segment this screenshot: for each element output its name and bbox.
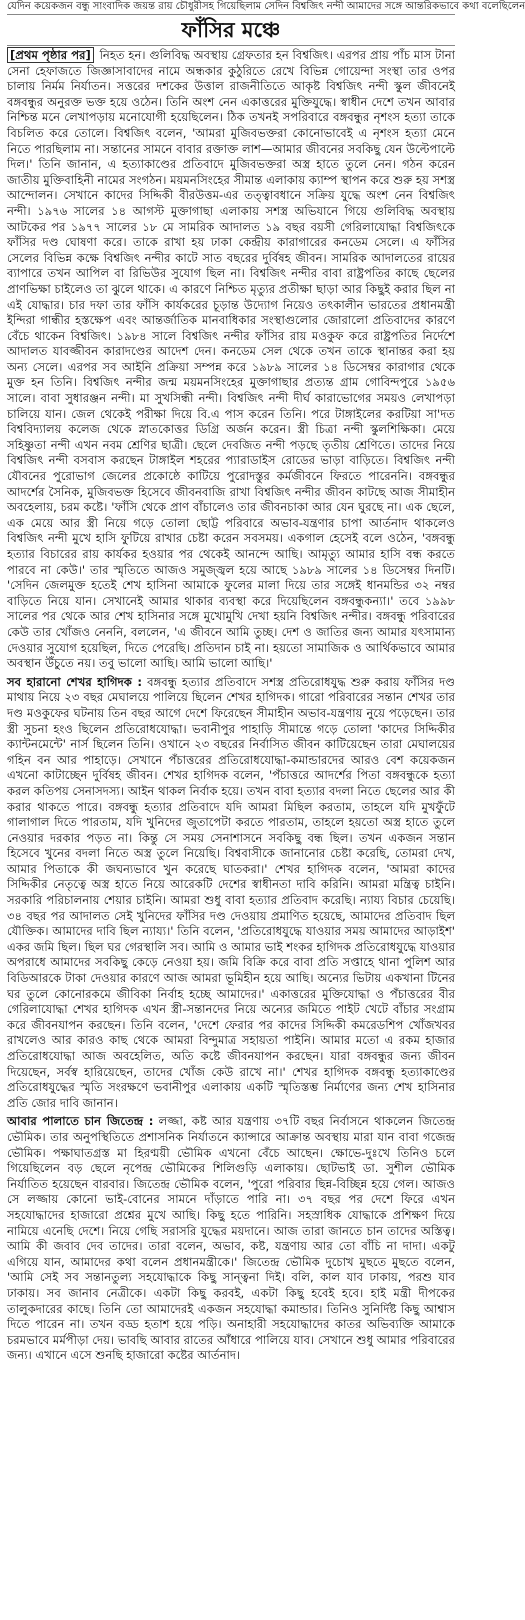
paragraph-text: বঙ্গবন্ধু হত্যার প্রতিবাদে সশস্ত্র প্রতিরোধযুদ্ধ শুরু করায় ফাঁসির দণ্ড মাথায় নিয়ে ২৩ বছর মেঘালয়ে পালিয়ে ছিলেন শেখর হাগিদক। গারো পরিবারের সন্তান শেখর তার দণ্ড মওকুফের ঘটনায় তিন বছর আগে দেশে ফিরেছেন সীমাহীন অভাব-যন্ত্রণায় নুয়ে পড়েছেন। তার স্ত্রী সুচনা হংও ছিলেন প্রতিরোধযোদ্ধা। ভবানীপুর পাহাড়ি সীমান্তে গড়ে তোলা 'কাদের সিদ্দিকীর ক্যান্টনমেন্টে' নার্স ছিলেন তিনি। ওখানে ২৩ বছরের নির্বাসিত জীবন কাটিয়েছেন তারা মেঘালয়ের গহিন বন আর পাহাড়ে। সেখানে পঁচাত্তরের প্রতিরোধযোদ্ধা-কমান্ডারদের আরও বেশ কয়েকজন এখনো কাটাচ্ছেন দুর্বিষহ জীবন। শেখর হাগিদক বলেন, 'পঁচাত্তরে আদর্শের পিতা বঙ্গবন্ধুকে হত্যা করল কতিপয় সেনাসদস্য। আইন থাকল নির্বাক হয়ে। তখন বাবা হত্যার বদলা নিতে ছেলের আর কী করার থাকতে পারে। বঙ্গবন্ধু হত্যার প্রতিবাদে যদি আমরা মিছিল করতাম, তাহলে যদি মুখফুঁটে গালাগাল দিতে পারতাম, যদি খুনিদের জুতাপেটা করতে পারতাম, তাহলে হয়তো অস্ত্র হাতে তুলে নেওয়ার দরকার পড়ত না। কিন্তু সে সময় সেনাশাসনে সবকিছু বন্ধ ছিল। তখন একজন সন্তান হিসেবে খুনের বদলা নিতে অস্ত্র তুলে নিয়েছি। বিশ্ববাসীকে জানানোর চেষ্টা করেছি, তোমরা দেখ, আমার পিতাকে কী জঘন্যভাবে খুন করেছে ঘাতকরা।' শেখর হাগিদক বলেন, 'আমরা কাদের সিদ্দিকীর নেতৃত্বে অস্ত্র হাতে নিয়ে আরেকটি দেশের স্বাধীনতা দাবি করিনি। আমরা মন্ত্রিত্ব চাইনি। সরকারি পরিচালনায় শেয়ার চাইনি। আমরা শুধু বাবা হত্যার প্রতিবাদ করেছি। ন্যায্য বিচার চেয়েছি। ৩৪ বছর পর আদালত সেই খুনিদের ফাঁসির দণ্ড দেওয়ায় প্রমাণিত হয়েছে, আমাদের প্রতিবাদ ছিল যৌক্তিক। আমাদের দাবি ছিল ন্যায্য।' তিনি বলেন, 'প্রতিরোধযুদ্ধে যাওয়ার সময় আমাদের আড়াইশ' একর জমি ছিল। ছিল ঘর গেরস্থালি সব। আমি ও আমার ভাই শংকর হাগিদক প্রতিরোধযুদ্ধে যাওয়ার অপরাধে আমাদের সবকিছু কেড়ে নেওয়া হয়। জমি বিক্রি করে বাবা প্রতি সপ্তাহে থানা পুলিশ আর বিডিআরকে টাকা দেওয়ার কারণে আজ আমরা ভূমিহীন হয়ে আছি। অন্যের ভিটায় একখানা টিনের ঘর তুলে কোনোরকমে জীবিকা নির্বাহ হচ্ছে আমাদের।' একাত্তরের মুক্তিযোদ্ধা ও পঁচাত্তরের বীর গেরিলাযোদ্ধা শেখর হাগিদক এখন স্ত্রী-সন্তানদের নিয়ে অন্যের জমিতে পাইট খেটে বাঁচার সংগ্রাম করে জীবনযাপন করছেন। তিনি বলেন, 'দেশে ফেরার পর কাদের সিদ্দিকী কমরেডশিপ খোঁজখবর রাখলেও আর কারও কাছ থেকে আমরা বিন্দুমাত্র সহায়তা পাইনি। আমার মতো এ রকম হাজার প্রতিরোধযোদ্ধা আজ অবহেলিত, অতি কষ্টে জীবনযাপন করছেন। যারা বঙ্গবন্ধুর জন্য জীবন দিয়েছেন, সর্বস্ব হারিয়েছেন, তাদের খোঁজ কেউ রাখে না।' শেখর হাগিদক বঙ্গবন্ধু হত্যাকাণ্ডের প্রতিরোধযুদ্ধের স্মৃতি সংরক্ষণে ভবানীপুর এলাকায় একটি স্মৃতিস্তম্ভ নির্মাণের জন্য শেখ হাসিনার প্রতি জোর দাবি জানান।: [7, 674, 456, 1110]
paragraph-first-page-continuation: [7, 48, 455, 672]
paragraph-text: লজ্জা, কষ্ট আর যন্ত্রণায় ৩৭টি বছর নির্বাসনে থাকলেন জিতেন্দ্র ভৌমিক। তার অনুপস্থিতিতে প্রশাসনিক নির্যাতনে ক্যান্সারে আক্রান্ত অবস্থায় মারা যান বাবা গজেন্দ্র ভৌমিক। পক্ষাঘাতগ্রস্ত মা হিরণ্ময়ী ভৌমিক এখনো বেঁচে আছেন। ক্ষোভে-দুঃখে তিনিও চলে গিয়েছিলেন বড় ছেলে নৃপেন্দ্র ভৌমিকের শিলিগুড়ি এলাকায়। ছোটভাই ডা. সুশীল ভৌমিক নির্যাতিত হয়েছেন বারবার। জিতেন্দ্র ভৌমিক বলেন, 'পুরো পরিবার ছিন্ন-বিচ্ছিন্ন হয়ে গেল। আজও সে লজ্জায় কোনো ভাই-বোনের সামনে দাঁড়াতে পারি না। ৩৭ বছর পর দেশে ফিরে এখন সহযোদ্ধাদের হাজারো প্রশ্নের মুখে আছি। কিছু হতে পারিনি। সহস্রাধিক যোদ্ধাকে প্রশিক্ষণ দিয়ে নামিয়ে এনেছি দেশে। নিয়ে গেছি সরাসরি যুদ্ধের ময়দানে। আজ তারা জানতে চান তাদের অস্তিত্ব। আমি কী জবাব দেব তাদের। তারা বলেন, অভাব, কষ্ট, যন্ত্রণায় আর তো বাঁচি না দাদা। একটু এগিয়ে যান, আমাদের কথা বলেন প্রধানমন্ত্রীকে।' জিতেন্দ্র ভৌমিক দুচোখ মুছতে মুছতে বলেন, 'আমি সেই সব সন্তানতুল্য সহযোদ্ধাকে কিছু সান্ত্বনা দিই। বলি, কাল যাব ঢাকায়, পরশু যাব ঢাকায়। সব জানাব নেত্রীকে। একটা কিছু করবই, একটা কিছু হবেই হবে। হাই মন্ত্রী দীপকের তালুকদারের কাছে। তিনি তো আমাদেরই একজন সহযোদ্ধা কমান্ডার। তিনিও সুনির্দিষ্ট কিছু আশ্বাস দিতে পারেন না। তখন বড্ড হতাশ হয়ে পড়ি। অনাহারী সহযোদ্ধাদের কাতর অভিব্যক্তি আমাকে চরমভাবে মর্মপীড়া দেয়। ভাবছি আবার রাতের আঁধারে পালিয়ে যাব। সেখানে শুধু আমার পরিবারের জন্য। এখানে এসে শুনছি হাজারো কষ্টের আর্তনাদ।: [7, 1114, 455, 1363]
headline: ফাঁসির মঞ্চে: [181, 18, 281, 42]
paragraph-text: নিহত হন। গুলিবিদ্ধ অবস্থায় গ্রেফতার হন বিশ্বজিৎ। এরপর প্রায় পাঁচ মাস টানা সেনা হেফাজতে জিজ্ঞাসাবাদের নামে অন্ধকার কুঠুরিতে রেখে বিভিন্ন গোয়েন্দা সংস্থা তার ওপর চালায় নির্মম নির্যাতন। সত্তরের দশকের উত্তাল রাজনীতিতে আকৃষ্ট বিশ্বজিৎ নন্দী স্কুল জীবনেই বঙ্গবন্ধুর অনুরক্ত ভক্ত হয়ে ওঠেন। তিনি অংশ নেন একাত্তরের মুক্তিযুদ্ধে। স্বাধীন দেশে তখন আবার নিশ্চিন্ত মনে লেখাপড়ায় মনোযোগী হয়েছিলেন। ঠিক তখনই সপরিবারে বঙ্গবন্ধুর নৃশংস হত্যা তাকে বিচলিত করে তোলে। বিশ্বজিৎ বলেন, 'আমরা মুজিবভক্তরা কোনোভাবেই এ নৃশংস হত্যা মেনে নিতে পারছিলাম না। সন্তানের সামনে বাবার রক্তাক্ত লাশ—আমার জীবনের সবকিছু যেন উল্টেপাল্টে দিল।' তিনি জানান, এ হত্যাকাণ্ডের প্রতিবাদে মুজিবভক্তরা অস্ত্র হাতে তুলে নেন। গঠন করেন জাতীয় মুক্তিবাহিনী নামের সংগঠন। ময়মনসিংহের সীমান্ত এলাকায় ক্যাম্প স্থাপন করে শুরু হয় সশস্ত্র আন্দোলন। সেখানে কাদের সিদ্দিকী বীরউত্তম-এর তত্ত্বাবধানে সক্রিয় যুদ্ধে অংশ নেন বিশ্বজিৎ নন্দী। ১৯৭৬ সালের ১৪ আগস্ট মুক্তাগাছা এলাকায় সশস্ত্র অভিযানে গিয়ে গুলিবিদ্ধ অবস্থায় আটকের পর ১৯৭৭ সালের ১৮ মে সামরিক আদালত ১৯ বছর বয়সী গেরিলাযোদ্ধা বিশ্বজিৎকে ফাঁসির দণ্ড ঘোষণা করে। তাকে রাখা হয় ঢাকা কেন্দ্রীয় কারাগারের কনডেম সেলে। এ ফাঁসির সেলের বিভিন্ন কক্ষে বিশ্বজিৎ নন্দীর কাটে সাত বছরের দুর্বিষহ জীবন। সামরিক আদালতের রায়ের ব্যাপারে তখন আপিল বা রিভিউর সুযোগ ছিল না। বিশ্বজিৎ নন্দীর বাবা রাষ্ট্রপতির কাছে ছেলের প্রাণভিক্ষা চাইলেও তা ঝুলে থাকে। এ কারণে নিশ্চিত মৃত্যুর প্রতীক্ষা ছাড়া আর কিছুই করার ছিল না এই যোদ্ধার। চার দফা তার ফাঁসি কার্যকরের চূড়ান্ত উদ্যোগ নিয়েও তৎকালীন ভারতের প্রধানমন্ত্রী ইন্দিরা গান্ধীর হস্তক্ষেপ এবং আন্তর্জাতিক মানবাধিকার সংস্থাগুলোর জোরালো প্রতিবাদের কারণে বেঁচে থাকেন বিশ্বজিৎ। ১৯৮৪ সালে বিশ্বজিৎ নন্দীর ফাঁসির রায় মওকুফ করে রাষ্ট্রপতির নির্দেশে আদালত যাবজ্জীবন কারাদণ্ডের আদেশ দেন। কনডেম সেল থেকে তখন তাকে স্থানান্তর করা হয় অন্য সেলে। এরপর সব আইনি প্রক্রিয়া সম্পন্ন করে ১৯৮৯ সালের ১৪ ডিসেম্বর কারাগার থেকে মুক্ত হন তিনি। বিশ্বজিৎ নন্দীর জন্ম ময়মনসিংহের মুক্তাগাছার প্রত্যন্ত গ্রাম গোবিন্দপুরে ১৯৫৬ সালে। বাবা সুধারঞ্জন নন্দী। মা সুখসিন্ধী নন্দী। বিশ্বজিৎ নন্দী দীর্ঘ কারাভোগের সময়ও লেখাপড়া চালিয়ে যান। জেল থেকেই পরীক্ষা দিয়ে বি.এ পাস করেন তিনি। পরে টাঙ্গাইলের করটিয়া সা'দত বিশ্ববিদ্যালয় কলেজ থেকে স্নাতকোত্তর ডিগ্রি অর্জন করেন। স্ত্রী চিত্রা নন্দী স্কুলশিক্ষিকা। মেয়ে সহিষ্ণুতা নন্দী এখন নবম শ্রেণির ছাত্রী। ছেলে দেবজিত নন্দী পড়ছে তৃতীয় শ্রেণিতে। তাদের নিয়ে বিশ্বজিৎ নন্দী বসবাস করছেন টাঙ্গাইল শহরের প্যারাডাইস রোডের ভাড়া বাড়িতে। বিশ্বজিৎ নন্দী যৌবনের পুরোভাগ জেলের প্রকোষ্ঠে কাটিয়ে পুরোদস্তুর কর্মজীবনে ফিরতে পারেননি। বঙ্গবন্ধুর আদর্শের সৈনিক, মুজিবভক্ত হিসেবে জীবনবাজি রাখা বিশ্বজিৎ নন্দীর জীবন কাটছে আজ সীমাহীন অবহেলায়, চরম কষ্টে। 'ফাঁসি থেকে প্রাণ বাঁচালেও তার জীবনচাকা আর যেন ঘুরছে না। এক ছেলে, এক মেয়ে আর স্ত্রী নিয়ে গড়ে তোলা ছোট্ট পরিবারে অভাব-যন্ত্রণার চাপা আর্তনাদ থাকলেও বিশ্বজিৎ নন্দী মুখে হাসি ফুটিয়ে রাখার চেষ্টা করেন সবসময়। একগাল হেসেই বলে ওঠেন, 'বঙ্গবন্ধু হত্যার বিচারের রায় কার্যকর হওয়ার পর থেকেই আনন্দে আছি। আমৃত্যু আমার হাসি বন্ধ করতে পারবে না কেউ।' তার স্মৃতিতে আজও সমুজ্জ্বল হয়ে আছে ১৯৮৯ সালের ১৪ ডিসেম্বর দিনটি। 'সেদিন জেলমুক্ত হতেই শেখ হাসিনা আমাকে ফুলের মালা দিয়ে তার সঙ্গেই ধানমন্ডির ৩২ নম্বর বাড়িতে নিয়ে যান। সেখানেই আমার থাকার ব্যবস্থা করে দিয়েছিলেন বঙ্গবন্ধুকন্যা।' তবে ১৯৯৮ সালের পর থেকে আর শেখ হাসিনার সঙ্গে মুখোমুখি দেখা হয়নি বিশ্বজিৎ নন্দীর। বঙ্গবন্ধু পরিবারের কেউ তার খোঁজও নেননি, বললেন, 'এ জীবনে আমি তুচ্ছ। দেশ ও জাতির জন্য আমার যৎসামান্য দেওয়ার সুযোগ হয়েছিল, দিতে পেরেছি। প্রতিদান চাই না। হয়তো সামাজিক ও আর্থিকভাবে আমার অবস্থান উঁচুতে নয়। তবু ভালো আছি। আমি ভালো আছি।': [7, 48, 455, 671]
section-kicker: আবার পালাতে চান জিতেন্দ্র :: [7, 1114, 154, 1129]
paragraph-jitendra: [7, 1114, 455, 1364]
paragraph-shekhar-hagidok: [7, 675, 455, 1112]
top-text-strip: যেদিন কয়েকজন বন্ধু সাংবাদিক জয়ন্ত রায় চৌধুরীসহ গিয়েছিলাম সেদিন বিশ্বজিৎ নন্দী আমাদের সঙ্গে আন্তরিকভাবে কথা বলেছিলেন: [7, 0, 455, 15]
headline-bar: [7, 15, 455, 46]
article-body: [7, 48, 455, 1364]
section-kicker: সব হারানো শেখর হাগিদক :: [7, 674, 142, 689]
continuation-label: [প্রথম পৃষ্ঠার পর]: [7, 47, 94, 63]
